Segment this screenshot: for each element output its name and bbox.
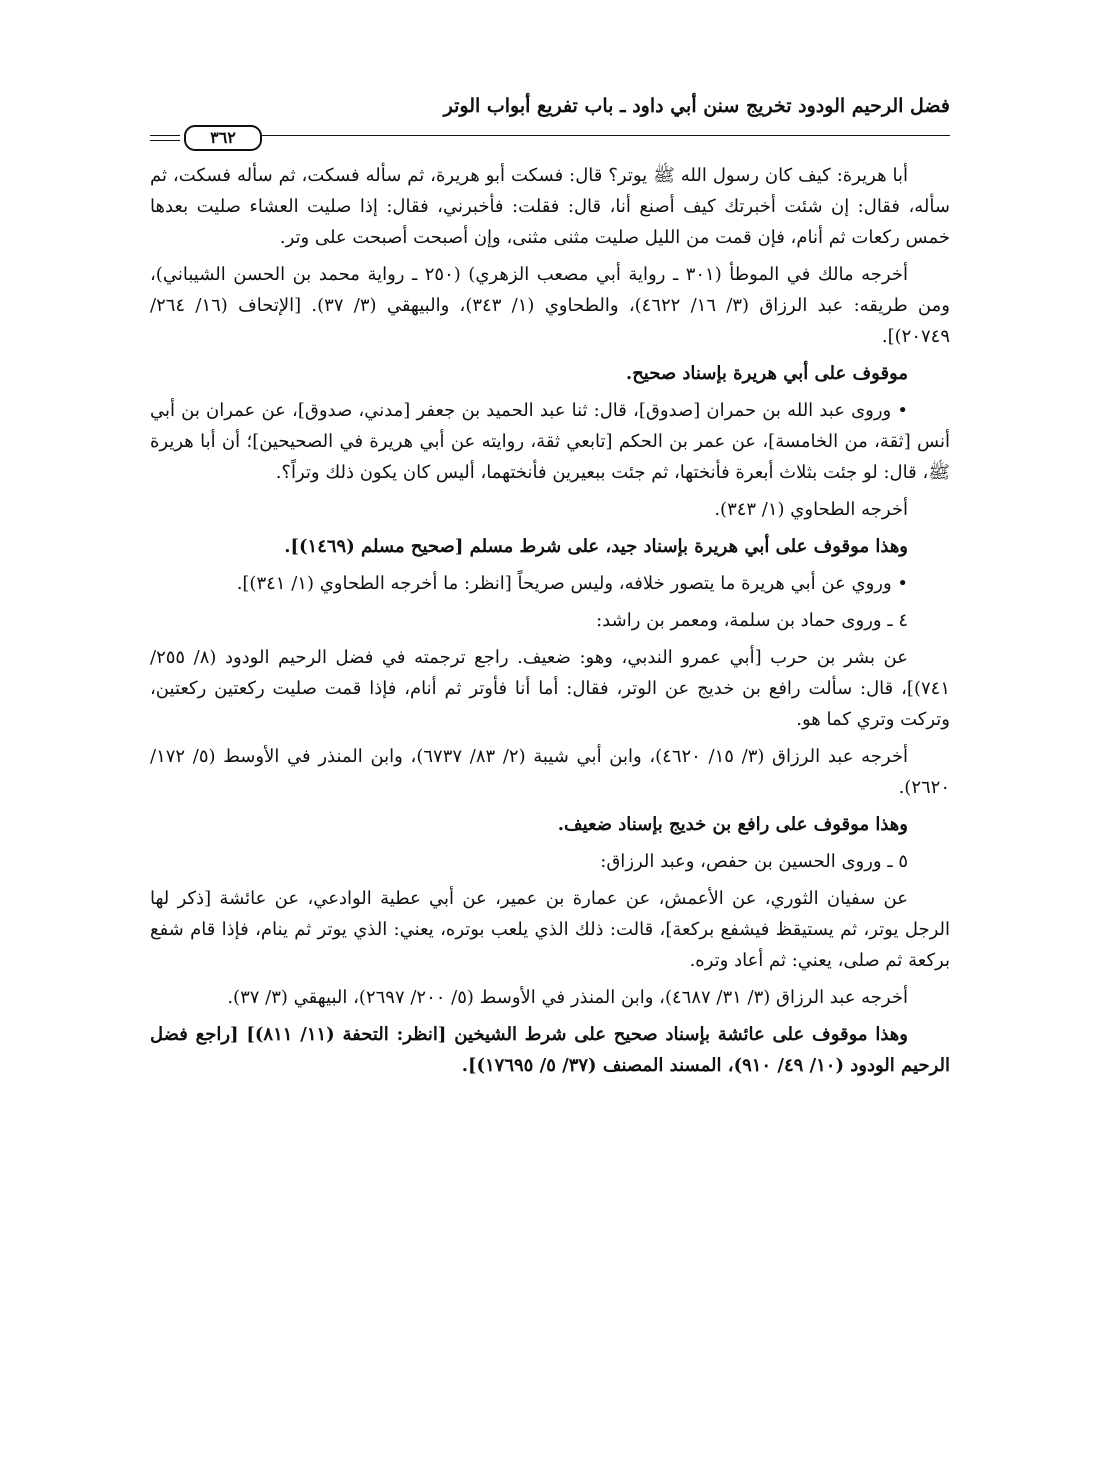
page-body: [150, 160, 950, 1087]
running-title: فضل الرحيم الودود تخريج سنن أبي داود ـ باب تفريع أبواب الوتر: [443, 95, 950, 117]
ruling-paragraph: وهذا موقوف على رافع بن خديج بإسناد ضعيف.: [557, 814, 908, 835]
paragraph: ٤ ـ وروى حماد بن سلمة، ومعمر بن راشد:: [596, 610, 908, 631]
paragraph: أخرجه مالك في الموطأ (٣٠١ ـ رواية أبي مصعب الزهري) (٢٥٠ ـ رواية محمد بن الحسن الشيباني)، ومن طريقه: عبد الرزاق (٣/ ١٦/ ٤٦٢٢)، والطحاوي (١/ ٣٤٣)، والبيهقي (٣/ ٣٧). [الإتحاف (١٦/ ٢٦٤/ ٢٠٧٤٩)].: [150, 264, 950, 347]
paragraph: • وروى عبد الله بن حمران [صدوق]، قال: ثنا عبد الحميد بن جعفر [مدني، صدوق]، عن عمران بن أبي أنس [ثقة، من الخامسة]، عن عمر بن الحكم [تابعي ثقة، روايته عن أبي هريرة في الصحيحين]؛ أن أبا هريرة ﷺ، قال: لو جئت بثلاث أبعرة فأنختها، ثم جئت ببعيرين فأنختهما، أليس كان يكون ذلك وتراً؟.: [150, 400, 950, 483]
page-header: [150, 92, 950, 152]
paragraph: أبا هريرة: كيف كان رسول الله ﷺ يوتر؟ قال: فسكت أبو هريرة، ثم سأله فسكت، ثم سأله فسكت، ثم سأله، فقال: إن شئت أخبرتك كيف أصنع أنا، قال: فقلت: فأخبرني، فقال: إذا صليت العشاء صليت بعدها خمس ركعات ثم أنام، فإن قمت من الليل صليت مثنى مثنى، وإن أصبحت أصبحت على وتر.: [150, 165, 950, 248]
page-number-badge: [184, 125, 262, 151]
paragraph: عن بشر بن حرب [أبي عمرو الندبي، وهو: ضعيف. راجع ترجمته في فضل الرحيم الودود (٨/ ٢٥٥/ ٧٤١)]، قال: سألت رافع بن خديج عن الوتر، فقال: أما أنا فأوتر ثم أنام، فإذا قمت صليت ركعتين ركعتين، وتركت وتري كما هو.: [150, 647, 950, 730]
paragraph: أخرجه عبد الرزاق (٣/ ٣١/ ٤٦٨٧)، وابن المنذر في الأوسط (٥/ ٢٠٠/ ٢٦٩٧)، البيهقي (٣/ ٣٧).: [227, 987, 908, 1008]
page-number: ٣٦٢: [210, 128, 236, 147]
header-rule-left-2: [150, 140, 180, 141]
paragraph: أخرجه عبد الرزاق (٣/ ١٥/ ٤٦٢٠)، وابن أبي شيبة (٢/ ٨٣/ ٦٧٣٧)، وابن المنذر في الأوسط (٥/ ١٧٢/ ٢٦٢٠).: [150, 746, 950, 798]
paragraph: عن سفيان الثوري، عن الأعمش، عن عمارة بن عمير، عن أبي عطية الوادعي، عن عائشة [ذكر لها الرجل يوتر، ثم يستيقظ فيشفع بركعة]، قالت: ذلك الذي يلعب بوتره، يعني: الذي يوتر ثم ينام، فإذا قام شفع بركعة ثم صلى، يعني: ثم أعاد وتره.: [150, 888, 950, 971]
header-rule-right: [262, 135, 950, 136]
paragraph: • وروي عن أبي هريرة ما يتصور خلافه، وليس صريحاً [انظر: ما أخرجه الطحاوي (١/ ٣٤١)].: [236, 573, 908, 594]
ruling-paragraph: موقوف على أبي هريرة بإسناد صحيح.: [625, 363, 908, 384]
ruling-paragraph: وهذا موقوف على عائشة بإسناد صحيح على شرط الشيخين [انظر: التحفة (١١/ ٨١١)] [راجع فضل الرحيم الودود (١٠/ ٤٩/ ٩١٠)، المسند المصنف (٣٧/ ٥/ ١٧٦٩٥)].: [150, 1024, 950, 1076]
paragraph: ٥ ـ وروى الحسين بن حفص، وعبد الرزاق:: [600, 851, 908, 872]
header-rule-left: [150, 135, 180, 136]
ruling-paragraph: وهذا موقوف على أبي هريرة بإسناد جيد، على شرط مسلم [صحيح مسلم (١٤٦٩)].: [284, 536, 908, 557]
paragraph: أخرجه الطحاوي (١/ ٣٤٣).: [714, 499, 908, 520]
